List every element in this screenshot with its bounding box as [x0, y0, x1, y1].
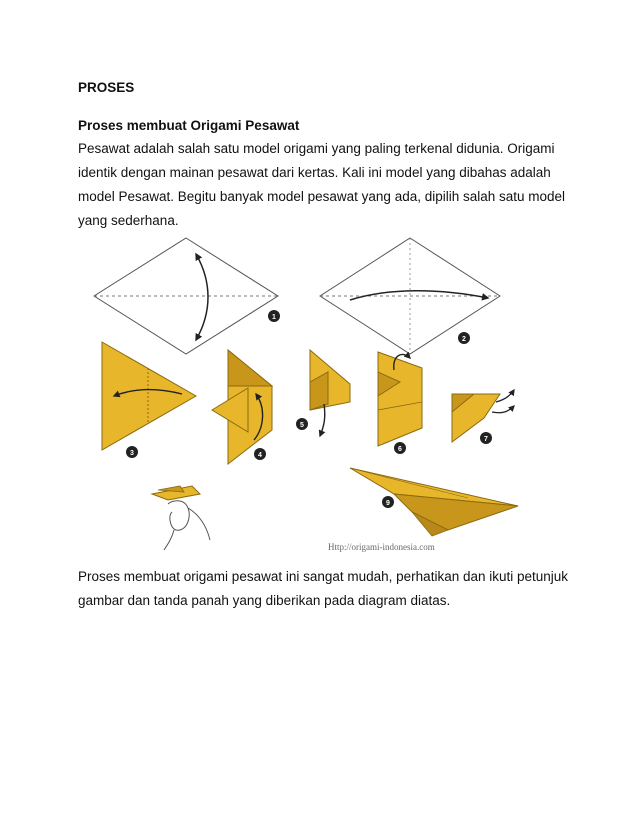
section-subheading: Proses membuat Origami Pesawat	[78, 118, 300, 133]
origami-diagram	[88, 232, 540, 557]
step-4-label: 4	[258, 452, 262, 459]
step-2-figure	[320, 238, 500, 354]
step-3-figure	[102, 342, 196, 458]
step-4-figure	[212, 350, 272, 464]
step-7-figure	[452, 390, 514, 444]
diagram-watermark: Http://origami-indonesia.com	[328, 542, 435, 552]
step-9-label: 9	[386, 500, 390, 507]
step-6-figure	[378, 352, 422, 454]
step-5-label: 5	[300, 422, 304, 429]
section-heading: PROSES	[78, 80, 135, 95]
step-1-figure	[94, 238, 280, 354]
step-9-figure	[350, 468, 518, 536]
step-3-label: 3	[130, 450, 134, 457]
step-7-label: 7	[484, 436, 488, 443]
step-2-label: 2	[462, 336, 466, 343]
step-8-figure	[152, 486, 210, 550]
step-5-figure	[296, 350, 350, 436]
closing-paragraph: Proses membuat origami pesawat ini sangat mudah, perhatikan dan ikuti petunjuk gambar dan tanda panah yang diberikan pada diagram diatas.	[78, 569, 569, 608]
step-6-label: 6	[398, 446, 402, 453]
intro-paragraph: Pesawat adalah salah satu model origami yang paling terkenal didunia. Origami identik dengan mainan pesawat dari kertas. Kali ini model yang dibahas adalah model Pesawat. Begitu banyak model pesawat yang ada, dipilih salah satu model yang sederhana.	[78, 141, 566, 228]
step-1-label: 1	[272, 314, 276, 321]
